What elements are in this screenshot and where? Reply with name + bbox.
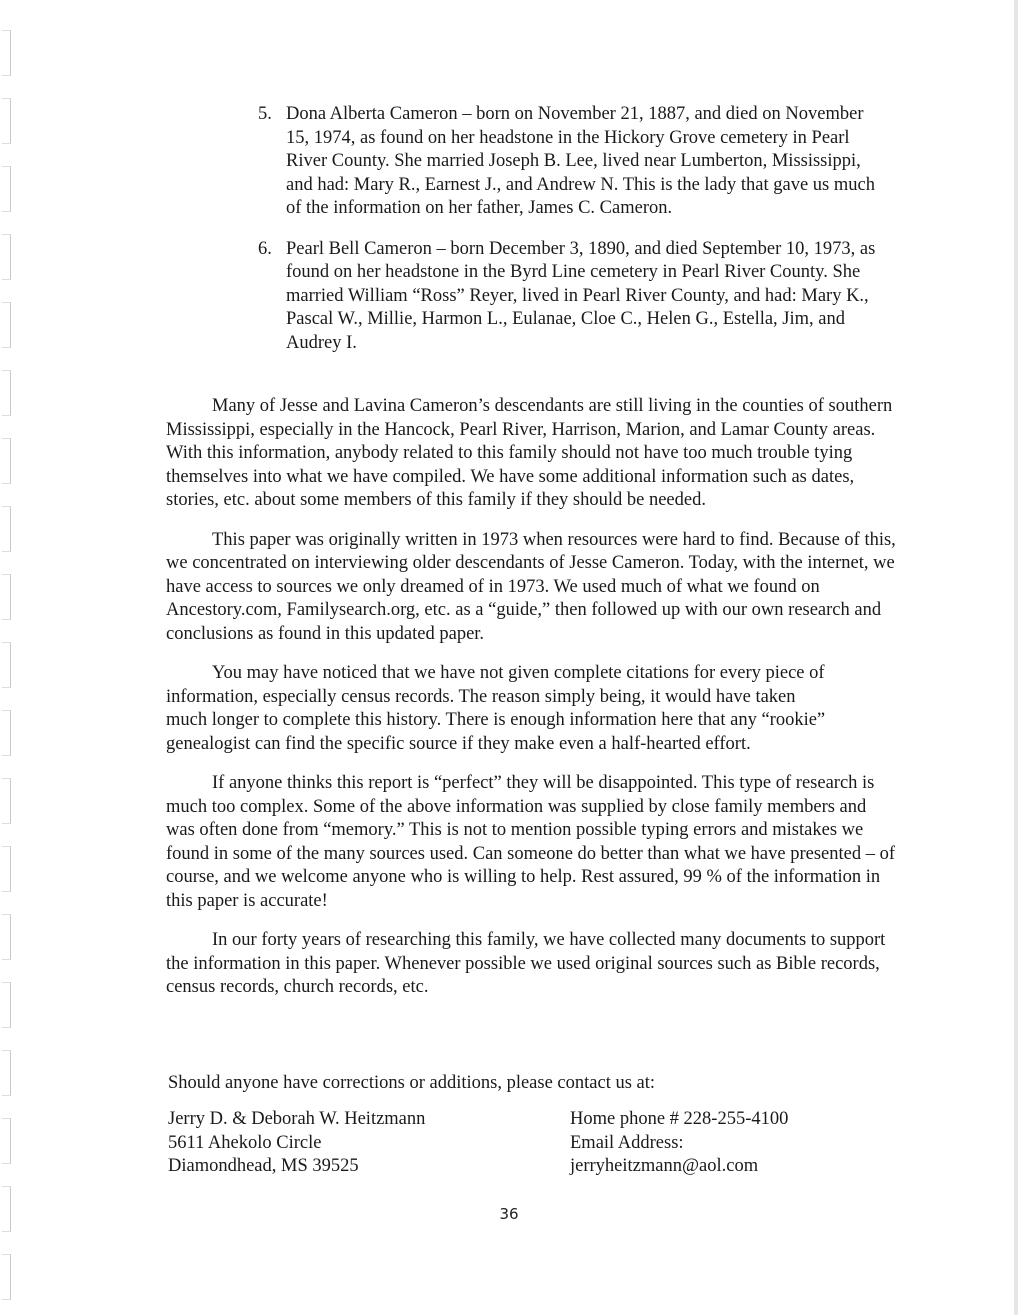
contact-details <box>570 1108 788 1179</box>
paragraph-accuracy: If anyone thinks this report is “perfect” they will be disappointed. This type of research is much too complex. Some of the above information was supplied by close family members and was often done from “memory.” This is not to mention possible typing errors and mistakes we found in some of the many sources used. Can someone do better than what we have presented – of course, and we welcome anyone who is willing to help. Rest assured, 99 % of the information in this paper is accurate! <box>166 773 896 911</box>
contact-email-label: Email Address: <box>570 1132 684 1153</box>
list-item-number: 5. <box>258 104 272 124</box>
list-item-number: 6. <box>258 238 272 259</box>
paragraph-descendants: Many of Jesse and Lavina Cameron’s descendants are still living in the counties of southern Mississippi, especially in the Hancock, Pearl River, Harrison, Marion, and Lamar County areas. With this information, anybody related to this family should not have too much trouble tying themselves into what we have compiled. We have some additional information such as dates, stories, etc. about some members of this family if they should be needed. <box>166 396 893 510</box>
list-item-text: Pearl Bell Cameron – born December 3, 1890, and died September 10, 1973, as found on her headstone in the Byrd Line cemetery in Pearl River County. She married William “Ross” Reyer, lived in Pearl River County, and had: Mary K., Pascal W., Millie, Harmon L., Eulanae, Cloe C., Helen G., Estella, Jim, and Audrey I. <box>286 238 876 353</box>
scan-edge <box>1014 0 1018 1315</box>
numbered-list <box>258 103 898 372</box>
scan-binding-marks <box>0 0 16 1315</box>
page-number: 36 <box>499 1205 519 1223</box>
list-item-text: Dona Alberta Cameron – born on November 21, 1887, and died on November 15, 1974, as found on her headstone in the Hickory Grove cemetery in Pearl River County. She married Joseph B. Lee, lived near Lumberton, Mississippi, and had: Mary R., Earnest J., and Andrew N. This is the lady that gave us much of the information on her father, James C. Cameron. <box>286 104 875 218</box>
contact-address <box>168 1108 425 1179</box>
body-text <box>166 395 896 1016</box>
list-item <box>258 103 898 221</box>
paragraph-research: In our forty years of researching this family, we have collected many documents to support the information in this paper. Whenever possible we used original sources such as Bible records, census records, church records, etc. <box>166 930 886 997</box>
contact-phone: Home phone # 228-255-4100 <box>570 1109 789 1129</box>
contact-email: jerryheitzmann@aol.com <box>570 1156 759 1176</box>
list-item <box>258 238 898 356</box>
contact-street: 5611 Ahekolo Circle <box>168 1132 322 1153</box>
paragraph-history: This paper was originally written in 1973 when resources were hard to find. Because of this, we concentrated on interviewing older descendants of Jesse Cameron. Today, with the internet, we have access to sources we only dreamed of in 1973. We used much of what we found on Ancestory.com, Familysearch.org, etc. as a “guide,” then followed up with our own research and conclusions as found in this updated paper. <box>166 529 896 644</box>
contact-names: Jerry D. & Deborah W. Heitzmann <box>168 1109 426 1129</box>
contact-intro: Should anyone have corrections or additions, please contact us at: <box>168 1073 656 1093</box>
paragraph-citations: You may have noticed that we have not given complete citations for every piece of information, especially census records. The reason simply being, it would have taken much longer to complete this history. There is enough information here that any “rookie” genealogist can find the specific source if they make even a half-hearted effort. <box>166 663 826 754</box>
contact-city: Diamondhead, MS 39525 <box>168 1156 359 1176</box>
